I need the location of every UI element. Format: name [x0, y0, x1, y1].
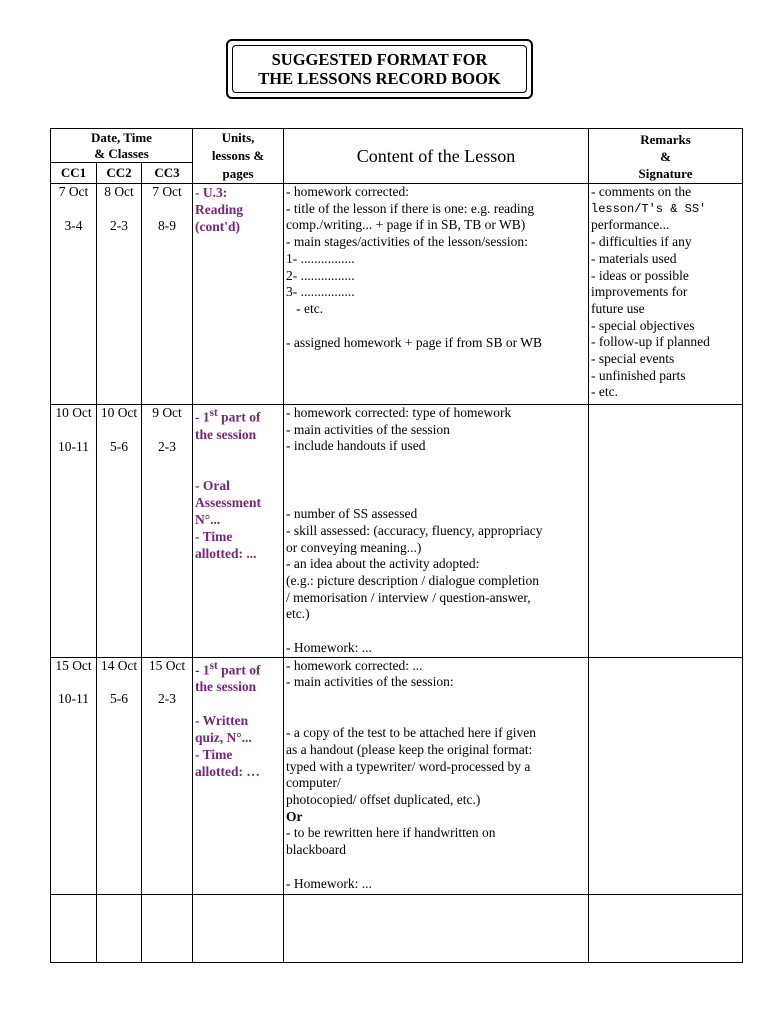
content-or: Or — [286, 808, 303, 824]
content-line: 2- ................ — [286, 267, 355, 283]
unit-line: - Time — [195, 528, 233, 544]
unit-line — [195, 405, 281, 426]
content-line: - title of the lesson if there is one: e.g. reading — [286, 200, 535, 216]
unit-line: N°... — [195, 511, 221, 527]
content-cell — [284, 894, 589, 962]
cc3-cell — [142, 184, 193, 405]
remarks-line: performance... — [591, 217, 670, 233]
content-line: - to be rewritten here if handwritten on — [286, 825, 496, 841]
title-inner-frame — [232, 45, 527, 93]
cc1-date: 15 Oct — [55, 657, 92, 673]
content-line: - Homework: ... — [286, 875, 372, 891]
content-line: etc.) — [286, 606, 310, 622]
content-spacer — [286, 455, 586, 472]
content-line: as a handout (please keep the original format: — [286, 741, 533, 757]
cc2-cell — [97, 657, 142, 894]
unit-line: allotted: ... — [195, 545, 257, 561]
content-cell — [284, 184, 589, 405]
cc2-time: 5-6 — [110, 691, 128, 707]
cc2-date: 10 Oct — [100, 405, 138, 420]
remarks-line: - materials used — [591, 250, 677, 266]
unit-cell — [193, 657, 284, 894]
cc3-cell — [142, 657, 193, 894]
unit-line: allotted: … — [195, 764, 260, 780]
content-line: - homework corrected: type of homework — [286, 405, 512, 420]
header-date-time-classes — [51, 129, 193, 163]
content-line: comp./writing... + page if in SB, TB or WB) — [286, 217, 526, 233]
content-line: - main activities of the session: — [286, 674, 454, 690]
header-content — [284, 129, 589, 184]
remarks-line: - special events — [591, 351, 675, 367]
unit-spacer — [195, 695, 281, 712]
remarks-cell — [589, 184, 743, 405]
unit-suffix: part of — [217, 409, 261, 425]
unit-line: Reading — [195, 202, 244, 217]
remarks-line: improvements for — [591, 284, 688, 300]
content-spacer — [286, 489, 586, 506]
content-line: - homework corrected: — [286, 184, 409, 199]
header-cc1: CC1 — [51, 163, 97, 184]
cc2-cell — [97, 894, 142, 962]
unit-cell — [193, 405, 284, 658]
unit-line: quiz, N°... — [195, 730, 252, 746]
content-line: - include handouts if used — [286, 438, 426, 454]
header-remarks-line-1: Remarks — [640, 131, 691, 147]
header-remarks-line-2: & — [660, 148, 671, 164]
cc3-cell — [142, 894, 193, 962]
header-remarks-line-3: Signature — [638, 165, 693, 181]
cc2-cell — [97, 405, 142, 658]
table-row — [51, 657, 743, 894]
content-line: - Homework: ... — [286, 640, 372, 656]
title-line-2: THE LESSONS RECORD BOOK — [258, 69, 501, 88]
unit-cell — [193, 184, 284, 405]
content-line: - number of SS assessed — [286, 506, 418, 522]
content-spacer — [286, 472, 586, 489]
content-line: - etc. — [286, 300, 324, 316]
header-date-line-2: & Classes — [94, 146, 149, 161]
cc1-cell — [51, 184, 97, 405]
content-line: / memorisation / interview / question-answer, — [286, 589, 531, 605]
content-line: - homework corrected: ... — [286, 657, 423, 673]
cc1-cell — [51, 405, 97, 658]
table-row-empty — [51, 894, 743, 962]
content-spacer — [286, 318, 586, 335]
unit-spacer — [195, 460, 281, 477]
content-line: - skill assessed: (accuracy, fluency, appropriacy — [286, 522, 543, 538]
cc1-date: 7 Oct — [58, 184, 89, 199]
remarks-line: - follow-up if planned — [591, 334, 710, 350]
unit-line: Assessment — [195, 494, 261, 510]
remarks-cell — [589, 657, 743, 894]
content-spacer — [286, 691, 586, 708]
table-row — [51, 405, 743, 658]
table-row — [51, 184, 743, 405]
cc3-time: 2-3 — [158, 691, 176, 707]
cc3-date: 7 Oct — [152, 184, 182, 199]
cc2-cell — [97, 184, 142, 405]
header-row — [51, 129, 743, 163]
header-date-line-1: Date, Time — [91, 130, 152, 145]
header-remarks — [589, 129, 743, 184]
cc3-time: 8-9 — [158, 217, 176, 233]
unit-line: - Oral — [195, 477, 230, 493]
unit-superscript: st — [209, 407, 218, 419]
header-cc3: CC3 — [142, 163, 193, 184]
cc1-cell — [51, 894, 97, 962]
content-line: (e.g.: picture description / dialogue completion — [286, 572, 540, 588]
cc3-cell — [142, 405, 193, 658]
cc2-date: 14 Oct — [100, 657, 138, 673]
remarks-line: lesson/T's & SS' — [591, 201, 707, 216]
content-line: - assigned homework + page if from SB or WB — [286, 334, 542, 350]
content-line: or conveying meaning...) — [286, 539, 422, 555]
remarks-line: - ideas or possible — [591, 267, 689, 283]
title-box — [226, 39, 533, 99]
content-spacer — [286, 623, 586, 640]
content-line: 3- ................ — [286, 284, 355, 300]
header-cc2: CC2 — [97, 163, 142, 184]
unit-line — [195, 658, 281, 679]
remarks-line: - etc. — [591, 384, 618, 400]
remarks-line: - special objectives — [591, 317, 695, 333]
unit-cell — [193, 894, 284, 962]
unit-prefix: - 1 — [195, 409, 210, 425]
remarks-cell — [589, 894, 743, 962]
content-line: - main activities of the session — [286, 421, 450, 437]
remarks-line: future use — [591, 300, 645, 316]
unit-line: - Time — [195, 747, 233, 763]
lessons-record-table — [50, 128, 743, 963]
content-spacer — [286, 708, 586, 725]
unit-line: (cont'd) — [195, 219, 240, 234]
content-line: - an idea about the activity adopted: — [286, 556, 480, 572]
content-cell — [284, 405, 589, 658]
header-content-label: Content of the Lesson — [356, 145, 516, 166]
header-units-line-2: lessons & — [211, 148, 265, 163]
content-line: blackboard — [286, 842, 346, 858]
content-line: typed with a typewriter/ word-processed by a — [286, 758, 531, 774]
content-spacer — [286, 859, 586, 876]
remarks-line: - difficulties if any — [591, 234, 692, 250]
content-cell — [284, 657, 589, 894]
content-line: - a copy of the test to be attached here if given — [286, 725, 537, 741]
cc1-cell — [51, 657, 97, 894]
cc2-time: 5-6 — [110, 438, 128, 454]
unit-line: - Written — [195, 713, 249, 729]
remarks-line: - comments on the — [591, 184, 692, 199]
unit-superscript: st — [209, 659, 218, 672]
cc3-date: 9 Oct — [152, 405, 182, 420]
cc1-time: 10-11 — [58, 438, 89, 454]
cc2-date: 8 Oct — [104, 184, 134, 199]
cc3-time: 2-3 — [158, 438, 176, 454]
remarks-cell — [589, 405, 743, 658]
header-units-line-3: pages — [222, 166, 254, 181]
unit-prefix: - 1 — [195, 662, 210, 678]
header-units — [193, 129, 284, 184]
content-line: 1- ................ — [286, 250, 355, 266]
remarks-line: - unfinished parts — [591, 367, 686, 383]
cc3-date: 15 Oct — [148, 657, 186, 673]
title-line-1: SUGGESTED FORMAT FOR — [271, 50, 488, 69]
content-line: - main stages/activities of the lesson/session: — [286, 234, 528, 250]
cc2-time: 2-3 — [110, 217, 128, 233]
content-line: photocopied/ offset duplicated, etc.) — [286, 791, 481, 807]
content-line: computer/ — [286, 775, 341, 791]
unit-line: - U.3: — [195, 185, 228, 200]
cc1-date: 10 Oct — [55, 405, 92, 420]
unit-spacer — [195, 443, 281, 460]
unit-line: the session — [195, 426, 257, 442]
cc1-time: 3-4 — [64, 217, 83, 233]
unit-suffix: part of — [217, 662, 261, 678]
header-units-line-1: Units, — [221, 130, 255, 145]
unit-line: the session — [195, 679, 257, 695]
cc1-time: 10-11 — [58, 691, 89, 707]
